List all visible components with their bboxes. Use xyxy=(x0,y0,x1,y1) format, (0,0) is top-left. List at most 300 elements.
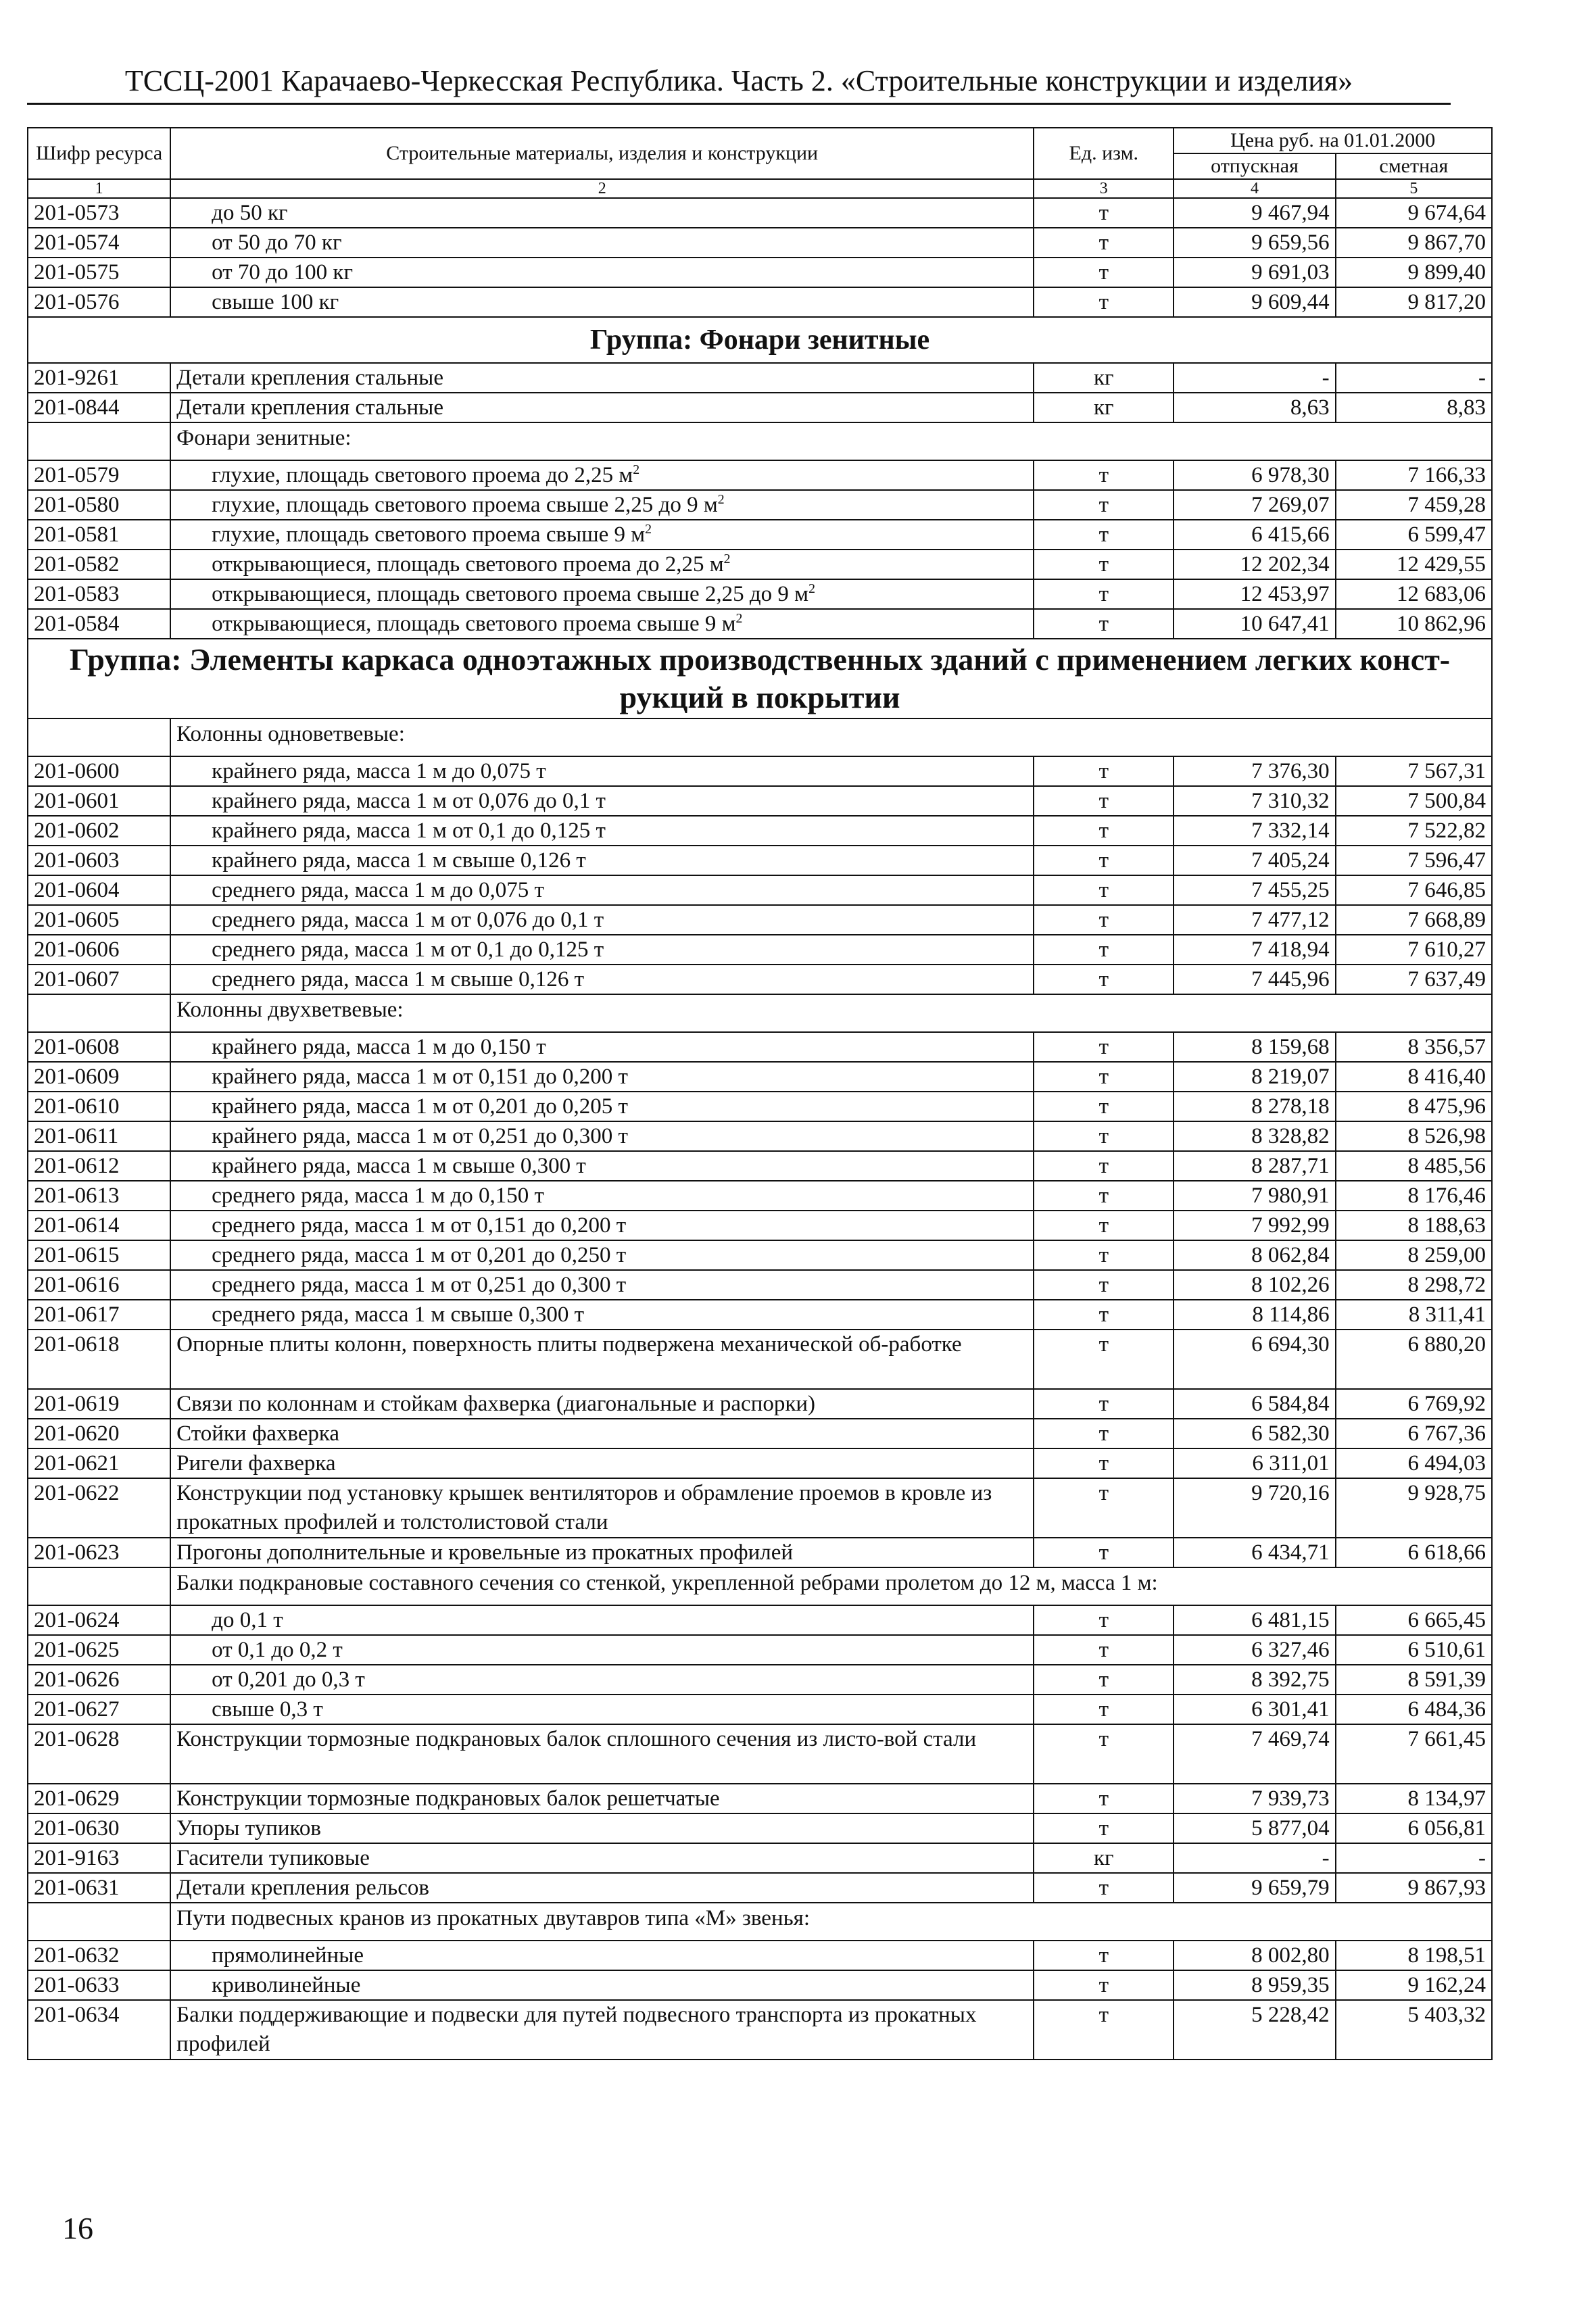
resource-code: 201-0605 xyxy=(28,905,170,935)
unit: т xyxy=(1034,1873,1174,1903)
table-row xyxy=(28,1478,1492,1538)
price-estimate: 7 500,84 xyxy=(1336,786,1492,816)
col-number: 1 xyxy=(28,179,170,198)
item-name-text: открывающиеся, площадь светового проема до 2,25 м xyxy=(212,552,724,577)
item-name-text: среднего ряда, масса 1 м от 0,251 до 0,300 т xyxy=(212,1273,627,1297)
item-name-text: свыше 0,3 т xyxy=(212,1697,323,1722)
col-header-estimate: сметная xyxy=(1336,153,1492,179)
item-name xyxy=(170,198,1034,228)
price-estimate: 9 928,75 xyxy=(1336,1478,1492,1538)
table-row xyxy=(28,490,1492,520)
item-name xyxy=(170,460,1034,490)
page-number: 16 xyxy=(62,2211,93,2245)
item-name xyxy=(170,1843,1034,1873)
price-release: 8 278,18 xyxy=(1174,1092,1335,1121)
item-name-text: свыше 100 кг xyxy=(212,290,339,314)
resource-code: 201-0625 xyxy=(28,1635,170,1665)
unit: т xyxy=(1034,1419,1174,1448)
item-name xyxy=(170,846,1034,875)
table-row xyxy=(28,1941,1492,1970)
item-name-text: прямолинейные xyxy=(212,1943,364,1968)
item-name-text: Конструкции тормозные подкрановых балок сплошного сечения из листо-вой стали xyxy=(176,1727,977,1751)
item-name-text: до 50 кг xyxy=(212,201,288,225)
item-name xyxy=(170,228,1034,258)
price-release: 6 584,84 xyxy=(1174,1389,1335,1419)
resource-code: 201-0631 xyxy=(28,1873,170,1903)
table-row xyxy=(28,965,1492,994)
resource-code: 201-0574 xyxy=(28,228,170,258)
price-estimate: 7 166,33 xyxy=(1336,460,1492,490)
item-name-text: Конструкции под установку крышек вентиляторов и обрамление проемов в кровле из прокатных профилей и толстолистовой стали xyxy=(176,1481,992,1534)
item-name-text: среднего ряда, масса 1 м до 0,150 т xyxy=(212,1184,544,1208)
item-name-text: Связи по колоннам и стойкам фахверка (диагональные и распорки) xyxy=(176,1392,816,1416)
unit: т xyxy=(1034,846,1174,875)
unit: т xyxy=(1034,228,1174,258)
resource-code: 201-0626 xyxy=(28,1665,170,1695)
item-name xyxy=(170,258,1034,287)
price-release: 8 062,84 xyxy=(1174,1240,1335,1270)
price-estimate: 8 475,96 xyxy=(1336,1092,1492,1121)
item-name xyxy=(170,1121,1034,1151)
table-row xyxy=(28,609,1492,639)
col-header-release: отпускная xyxy=(1174,153,1335,179)
unit: т xyxy=(1034,786,1174,816)
item-name-text: среднего ряда, масса 1 м до 0,075 т xyxy=(212,878,544,902)
price-estimate: 8 416,40 xyxy=(1336,1062,1492,1092)
unit: т xyxy=(1034,1151,1174,1181)
table-row xyxy=(28,1873,1492,1903)
superscript-2-glyph: 2 xyxy=(633,462,640,477)
price-release: 8 392,75 xyxy=(1174,1665,1335,1695)
table-row xyxy=(28,1695,1492,1724)
section-heading: Балки подкрановые составного сечения со стенкой, укрепленной ребрами пролетом до 12 м, масса 1 м: xyxy=(170,1567,1492,1605)
table-row xyxy=(28,1635,1492,1665)
item-name-text: Гасители тупиковые xyxy=(176,1846,370,1870)
price-estimate: 6 880,20 xyxy=(1336,1330,1492,1389)
resource-code: 201-0621 xyxy=(28,1448,170,1478)
unit: т xyxy=(1034,609,1174,639)
table-row xyxy=(28,579,1492,609)
price-release: 6 415,66 xyxy=(1174,520,1335,550)
item-name-text: Опорные плиты колонн, поверхность плиты подвержена механической об-работке xyxy=(176,1332,962,1357)
unit: т xyxy=(1034,1270,1174,1300)
price-estimate: 7 661,45 xyxy=(1336,1724,1492,1784)
col-number: 4 xyxy=(1174,179,1335,198)
table-row xyxy=(28,1970,1492,2000)
price-release: 6 434,71 xyxy=(1174,1538,1335,1567)
unit: т xyxy=(1034,1605,1174,1635)
price-release: 8 002,80 xyxy=(1174,1941,1335,1970)
unit: т xyxy=(1034,1538,1174,1567)
item-name xyxy=(170,1181,1034,1211)
item-name xyxy=(170,363,1034,393)
price-release: - xyxy=(1174,1843,1335,1873)
unit: кг xyxy=(1034,393,1174,422)
item-name-text: крайнего ряда, масса 1 м от 0,1 до 0,125 т xyxy=(212,819,606,843)
price-release: 7 269,07 xyxy=(1174,490,1335,520)
table-row xyxy=(28,363,1492,393)
price-estimate: 8 298,72 xyxy=(1336,1270,1492,1300)
price-release: 5 228,42 xyxy=(1174,2000,1335,2060)
resource-code: 201-9163 xyxy=(28,1843,170,1873)
price-release: 7 405,24 xyxy=(1174,846,1335,875)
table-row xyxy=(28,756,1492,786)
item-name-text: Детали крепления стальные xyxy=(176,395,443,420)
item-name-text: крайнего ряда, масса 1 м от 0,201 до 0,205 т xyxy=(212,1094,628,1119)
superscript-2-glyph: 2 xyxy=(735,611,743,626)
price-release: 8 114,86 xyxy=(1174,1300,1335,1330)
item-name xyxy=(170,816,1034,846)
price-estimate: 8 198,51 xyxy=(1336,1941,1492,1970)
price-release: 10 647,41 xyxy=(1174,609,1335,639)
table-row xyxy=(28,1270,1492,1300)
unit: т xyxy=(1034,198,1174,228)
resource-code: 201-0627 xyxy=(28,1695,170,1724)
table-row xyxy=(28,1062,1492,1092)
price-release: 12 202,34 xyxy=(1174,550,1335,579)
item-name xyxy=(170,1605,1034,1635)
price-estimate: 6 618,66 xyxy=(1336,1538,1492,1567)
price-release: 9 467,94 xyxy=(1174,198,1335,228)
price-estimate: 9 674,64 xyxy=(1336,198,1492,228)
unit: т xyxy=(1034,1062,1174,1092)
item-name-text: крайнего ряда, масса 1 м до 0,150 т xyxy=(212,1035,546,1059)
resource-code: 201-0622 xyxy=(28,1478,170,1538)
price-release: 6 978,30 xyxy=(1174,460,1335,490)
resource-code: 201-0634 xyxy=(28,2000,170,2060)
price-release: 7 469,74 xyxy=(1174,1724,1335,1784)
price-estimate: 7 610,27 xyxy=(1336,935,1492,965)
resource-code: 201-0614 xyxy=(28,1211,170,1240)
unit: т xyxy=(1034,1448,1174,1478)
price-release: 5 877,04 xyxy=(1174,1813,1335,1843)
price-release: 7 939,73 xyxy=(1174,1784,1335,1813)
section-heading: Фонари зенитные: xyxy=(170,422,1492,460)
item-name-text: Ригели фахверка xyxy=(176,1451,336,1476)
unit: т xyxy=(1034,1032,1174,1062)
unit: т xyxy=(1034,1211,1174,1240)
price-estimate: 6 494,03 xyxy=(1336,1448,1492,1478)
unit: т xyxy=(1034,287,1174,317)
col-number: 5 xyxy=(1336,179,1492,198)
price-estimate: 7 646,85 xyxy=(1336,875,1492,905)
item-name xyxy=(170,1062,1034,1092)
unit: т xyxy=(1034,816,1174,846)
unit: т xyxy=(1034,1970,1174,2000)
unit: т xyxy=(1034,460,1174,490)
item-name xyxy=(170,1941,1034,1970)
unit: т xyxy=(1034,1941,1174,1970)
resource-code: 201-0617 xyxy=(28,1300,170,1330)
price-release: 6 311,01 xyxy=(1174,1448,1335,1478)
item-name-text: крайнего ряда, масса 1 м до 0,075 т xyxy=(212,759,546,783)
item-name xyxy=(170,1695,1034,1724)
table-row xyxy=(28,1724,1492,1784)
price-estimate: 8,83 xyxy=(1336,393,1492,422)
price-release: - xyxy=(1174,363,1335,393)
item-name xyxy=(170,1724,1034,1784)
unit: т xyxy=(1034,550,1174,579)
price-estimate: 7 459,28 xyxy=(1336,490,1492,520)
resource-code: 201-0606 xyxy=(28,935,170,965)
unit: т xyxy=(1034,965,1174,994)
price-estimate: 6 767,36 xyxy=(1336,1419,1492,1448)
price-release: 6 582,30 xyxy=(1174,1419,1335,1448)
price-estimate: 12 683,06 xyxy=(1336,579,1492,609)
unit: т xyxy=(1034,490,1174,520)
item-name-text: Детали крепления рельсов xyxy=(176,1876,429,1900)
table-row xyxy=(28,1419,1492,1448)
price-estimate: 5 403,32 xyxy=(1336,2000,1492,2060)
item-name xyxy=(170,965,1034,994)
resource-code: 201-0611 xyxy=(28,1121,170,1151)
resource-code: 201-0573 xyxy=(28,198,170,228)
resource-code: 201-0613 xyxy=(28,1181,170,1211)
col-header-code: Шифр ресурса xyxy=(28,128,170,179)
table-row xyxy=(28,520,1492,550)
price-release: 8 328,82 xyxy=(1174,1121,1335,1151)
resource-code: 201-0604 xyxy=(28,875,170,905)
table-row xyxy=(28,1605,1492,1635)
unit: т xyxy=(1034,935,1174,965)
unit: т xyxy=(1034,1724,1174,1784)
unit: т xyxy=(1034,875,1174,905)
price-estimate: 8 526,98 xyxy=(1336,1121,1492,1151)
unit: т xyxy=(1034,905,1174,935)
item-name xyxy=(170,1240,1034,1270)
resource-code: 201-0609 xyxy=(28,1062,170,1092)
item-name xyxy=(170,1092,1034,1121)
section-heading-row xyxy=(28,718,1492,756)
item-name xyxy=(170,287,1034,317)
unit: т xyxy=(1034,1121,1174,1151)
price-release: 8 959,35 xyxy=(1174,1970,1335,2000)
column-number-row xyxy=(28,179,1492,198)
col-number: 2 xyxy=(170,179,1034,198)
item-name xyxy=(170,1665,1034,1695)
price-release: 8 219,07 xyxy=(1174,1062,1335,1092)
resource-code: 201-0608 xyxy=(28,1032,170,1062)
item-name xyxy=(170,579,1034,609)
item-name-text: глухие, площадь светового проема свыше 2,25 до 9 м xyxy=(212,493,718,517)
item-name-text: крайнего ряда, масса 1 м свыше 0,300 т xyxy=(212,1154,586,1178)
resource-code: 201-0616 xyxy=(28,1270,170,1300)
price-estimate: 9 817,20 xyxy=(1336,287,1492,317)
col-header-name: Строительные материалы, изделия и конструкции xyxy=(170,128,1034,179)
item-name xyxy=(170,1538,1034,1567)
price-release: 6 481,15 xyxy=(1174,1605,1335,1635)
section-code-cell xyxy=(28,422,170,460)
price-estimate: 9 867,70 xyxy=(1336,228,1492,258)
unit: т xyxy=(1034,579,1174,609)
table-row xyxy=(28,935,1492,965)
price-estimate: 6 056,81 xyxy=(1336,1813,1492,1843)
resource-code: 201-0581 xyxy=(28,520,170,550)
item-name-text: среднего ряда, масса 1 м от 0,151 до 0,200 т xyxy=(212,1213,627,1238)
item-name xyxy=(170,520,1034,550)
item-name xyxy=(170,1300,1034,1330)
price-estimate: 7 522,82 xyxy=(1336,816,1492,846)
group-heading: Группа: Фонари зенитные xyxy=(28,317,1492,363)
item-name xyxy=(170,1970,1034,2000)
table-row xyxy=(28,875,1492,905)
price-release: 7 455,25 xyxy=(1174,875,1335,905)
table-row xyxy=(28,1211,1492,1240)
table-row xyxy=(28,816,1492,846)
resource-code: 201-0600 xyxy=(28,756,170,786)
item-name-text: Балки поддерживающие и подвески для путей подвесного транспорта из прокатных профилей xyxy=(176,2003,977,2056)
price-estimate: 8 311,41 xyxy=(1336,1300,1492,1330)
item-name xyxy=(170,1448,1034,1478)
price-release: 9 691,03 xyxy=(1174,258,1335,287)
unit: т xyxy=(1034,1665,1174,1695)
item-name-text: от 0,1 до 0,2 т xyxy=(212,1638,343,1662)
item-name-text: глухие, площадь светового проема свыше 9 м xyxy=(212,522,646,547)
price-release: 7 445,96 xyxy=(1174,965,1335,994)
price-release: 8 102,26 xyxy=(1174,1270,1335,1300)
table-header-row xyxy=(28,128,1492,153)
price-table xyxy=(27,127,1493,2060)
section-heading-row xyxy=(28,1567,1492,1605)
unit: т xyxy=(1034,2000,1174,2060)
resource-code: 201-0575 xyxy=(28,258,170,287)
item-name xyxy=(170,1270,1034,1300)
price-estimate: - xyxy=(1336,1843,1492,1873)
resource-code: 201-0630 xyxy=(28,1813,170,1843)
superscript-2-glyph: 2 xyxy=(723,552,731,566)
resource-code: 201-0584 xyxy=(28,609,170,639)
table-row xyxy=(28,393,1492,422)
item-name xyxy=(170,1211,1034,1240)
price-estimate: 6 599,47 xyxy=(1336,520,1492,550)
price-estimate: - xyxy=(1336,363,1492,393)
price-release: 7 332,14 xyxy=(1174,816,1335,846)
resource-code: 201-0628 xyxy=(28,1724,170,1784)
item-name xyxy=(170,905,1034,935)
unit: т xyxy=(1034,756,1174,786)
table-row xyxy=(28,258,1492,287)
resource-code: 201-9261 xyxy=(28,363,170,393)
item-name-text: от 50 до 70 кг xyxy=(212,230,342,255)
table-row xyxy=(28,1300,1492,1330)
item-name xyxy=(170,1419,1034,1448)
group-heading: Группа: Элементы каркаса одноэтажных производственных зданий с применением легких конст-рукций в покрытии xyxy=(28,639,1492,718)
price-release: 8 159,68 xyxy=(1174,1032,1335,1062)
price-release: 6 694,30 xyxy=(1174,1330,1335,1389)
section-code-cell xyxy=(28,994,170,1032)
item-name xyxy=(170,490,1034,520)
item-name xyxy=(170,2000,1034,2060)
table-row xyxy=(28,1665,1492,1695)
price-release: 9 659,56 xyxy=(1174,228,1335,258)
table-row xyxy=(28,460,1492,490)
price-estimate: 9 162,24 xyxy=(1336,1970,1492,2000)
item-name xyxy=(170,1635,1034,1665)
unit: т xyxy=(1034,1330,1174,1389)
price-release: 9 720,16 xyxy=(1174,1478,1335,1538)
price-estimate: 6 769,92 xyxy=(1336,1389,1492,1419)
item-name xyxy=(170,393,1034,422)
item-name-text: крайнего ряда, масса 1 м свыше 0,126 т xyxy=(212,848,586,873)
item-name-text: среднего ряда, масса 1 м от 0,076 до 0,1 т xyxy=(212,908,604,932)
unit: кг xyxy=(1034,1843,1174,1873)
item-name-text: криволинейные xyxy=(212,1973,361,1997)
table-row xyxy=(28,1538,1492,1567)
item-name-text: среднего ряда, масса 1 м от 0,1 до 0,125 т xyxy=(212,937,604,962)
superscript-2-glyph: 2 xyxy=(645,522,652,537)
resource-code: 201-0620 xyxy=(28,1419,170,1448)
resource-code: 201-0607 xyxy=(28,965,170,994)
price-estimate: 6 510,61 xyxy=(1336,1635,1492,1665)
table-row xyxy=(28,1843,1492,1873)
item-name xyxy=(170,1151,1034,1181)
table-row xyxy=(28,1121,1492,1151)
group-heading-row xyxy=(28,317,1492,363)
resource-code: 201-0582 xyxy=(28,550,170,579)
item-name xyxy=(170,1478,1034,1538)
unit: т xyxy=(1034,1695,1174,1724)
section-heading-row xyxy=(28,422,1492,460)
price-release: 9 659,79 xyxy=(1174,1873,1335,1903)
price-release: 7 980,91 xyxy=(1174,1181,1335,1211)
unit: т xyxy=(1034,1635,1174,1665)
price-release: 7 418,94 xyxy=(1174,935,1335,965)
price-release: 7 376,30 xyxy=(1174,756,1335,786)
item-name-text: Прогоны дополнительные и кровельные из прокатных профилей xyxy=(176,1540,794,1565)
resource-code: 201-0603 xyxy=(28,846,170,875)
table-row xyxy=(28,228,1492,258)
table-row xyxy=(28,1151,1492,1181)
section-code-cell xyxy=(28,718,170,756)
resource-code: 201-0623 xyxy=(28,1538,170,1567)
resource-code: 201-0615 xyxy=(28,1240,170,1270)
table-row xyxy=(28,550,1492,579)
item-name-text: открывающиеся, площадь светового проема свыше 9 м xyxy=(212,612,736,636)
item-name xyxy=(170,756,1034,786)
item-name xyxy=(170,786,1034,816)
table-row xyxy=(28,786,1492,816)
price-estimate: 10 862,96 xyxy=(1336,609,1492,639)
item-name xyxy=(170,550,1034,579)
resource-code: 201-0576 xyxy=(28,287,170,317)
resource-code: 201-0629 xyxy=(28,1784,170,1813)
price-estimate: 8 485,56 xyxy=(1336,1151,1492,1181)
price-estimate: 7 637,49 xyxy=(1336,965,1492,994)
section-heading-row xyxy=(28,1903,1492,1941)
table-row xyxy=(28,1240,1492,1270)
price-estimate: 8 188,63 xyxy=(1336,1211,1492,1240)
item-name xyxy=(170,1330,1034,1389)
unit: т xyxy=(1034,1389,1174,1419)
resource-code: 201-0632 xyxy=(28,1941,170,1970)
item-name-text: от 70 до 100 кг xyxy=(212,260,354,285)
price-estimate: 12 429,55 xyxy=(1336,550,1492,579)
price-release: 9 609,44 xyxy=(1174,287,1335,317)
unit: кг xyxy=(1034,363,1174,393)
price-release: 6 327,46 xyxy=(1174,1635,1335,1665)
item-name xyxy=(170,875,1034,905)
resource-code: 201-0612 xyxy=(28,1151,170,1181)
price-release: 6 301,41 xyxy=(1174,1695,1335,1724)
table-row xyxy=(28,2000,1492,2060)
unit: т xyxy=(1034,1092,1174,1121)
section-code-cell xyxy=(28,1567,170,1605)
price-estimate: 7 596,47 xyxy=(1336,846,1492,875)
item-name-text: Конструкции тормозные подкрановых балок решетчатые xyxy=(176,1786,720,1811)
resource-code: 201-0602 xyxy=(28,816,170,846)
item-name-text: до 0,1 т xyxy=(212,1608,283,1632)
item-name xyxy=(170,1873,1034,1903)
